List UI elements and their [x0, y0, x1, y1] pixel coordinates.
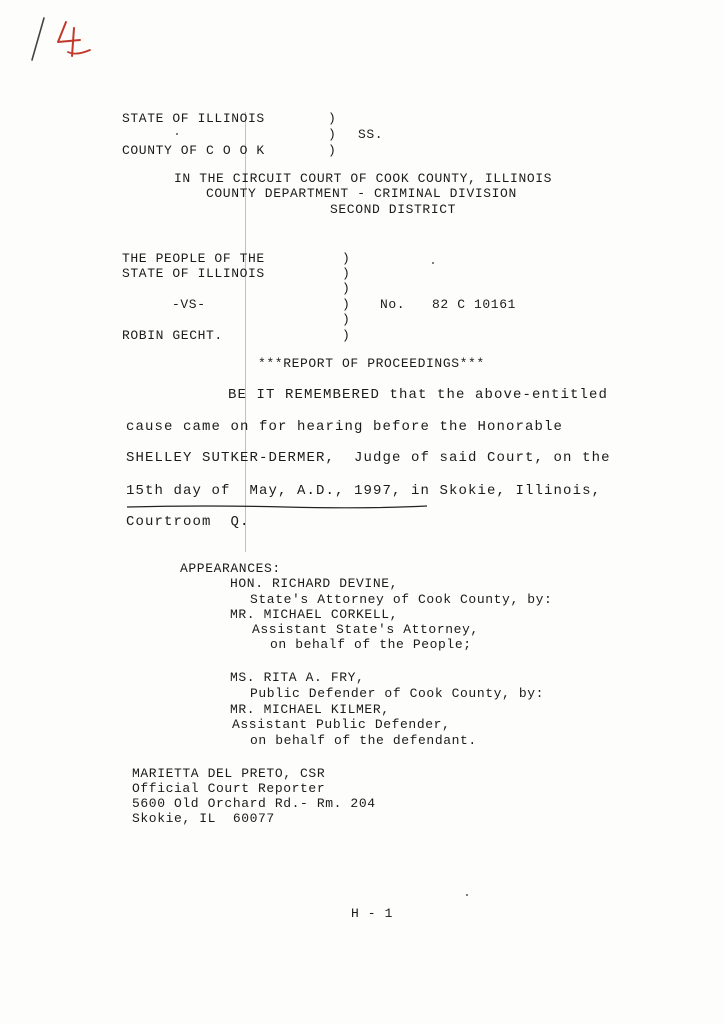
case-number-label: No.	[380, 297, 406, 312]
appearance-line: on behalf of the People;	[270, 637, 472, 652]
case-number: 82 C 10161	[432, 297, 517, 312]
photocopy-speck	[466, 894, 468, 896]
caption-ss: SS.	[358, 127, 384, 142]
handwritten-underline	[125, 503, 430, 511]
court-line-2: COUNTY DEPARTMENT - CRIMINAL DIVISION	[206, 186, 517, 201]
appearance-line: Assistant Public Defender,	[232, 717, 451, 732]
appearance-line: State's Attorney of Cook County, by:	[250, 592, 553, 607]
appearance-line: Assistant State's Attorney,	[252, 622, 479, 637]
appearance-line: HON. RICHARD DEVINE,	[230, 576, 399, 591]
page-number: H - 1	[351, 906, 394, 921]
case-paren: )	[342, 297, 350, 312]
appearance-line: MR. MICHAEL CORKELL,	[230, 607, 399, 622]
photocopy-speck	[176, 133, 178, 135]
appearance-line: Public Defender of Cook County, by:	[250, 686, 545, 701]
caption-paren: )	[328, 143, 336, 158]
reporter-city: Skokie, IL 60077	[132, 811, 275, 826]
appearance-line: on behalf of the defendant.	[250, 733, 477, 748]
case-paren: )	[342, 266, 350, 281]
body-line-2: cause came on for hearing before the Honorable	[126, 419, 564, 435]
case-paren: )	[342, 312, 350, 327]
caption-paren: )	[328, 111, 336, 126]
versus-label: -VS-	[172, 297, 206, 312]
handwritten-page-mark	[10, 12, 100, 64]
reporter-title: Official Court Reporter	[132, 781, 326, 796]
photocopy-speck	[432, 262, 434, 264]
appearance-line: MR. MICHAEL KILMER,	[230, 702, 390, 717]
appearance-line: MS. RITA A. FRY,	[230, 670, 365, 685]
party-people-line-1: THE PEOPLE OF THE	[122, 251, 265, 266]
body-line-1: BE IT REMEMBERED that the above-entitled	[228, 387, 609, 403]
reporter-name: MARIETTA DEL PRETO, CSR	[132, 766, 326, 781]
body-line-4: 15th day of May, A.D., 1997, in Skokie, Illinois,	[126, 483, 602, 499]
party-people-line-2: STATE OF ILLINOIS	[122, 266, 265, 281]
court-line-1: IN THE CIRCUIT COURT OF COOK COUNTY, ILLINOIS	[174, 171, 553, 186]
caption-state: STATE OF ILLINOIS	[122, 111, 265, 126]
caption-county: COUNTY OF C O O K	[122, 143, 265, 158]
case-paren: )	[342, 251, 350, 266]
case-paren: )	[342, 328, 350, 343]
appearances-heading: APPEARANCES:	[180, 561, 281, 576]
case-paren: )	[342, 281, 350, 296]
reporter-address: 5600 Old Orchard Rd.- Rm. 204	[132, 796, 376, 811]
body-line-3: SHELLEY SUTKER-DERMER, Judge of said Court, on the	[126, 450, 611, 466]
court-line-3: SECOND DISTRICT	[330, 202, 457, 217]
report-title: ***REPORT OF PROCEEDINGS***	[258, 356, 485, 371]
caption-paren: )	[328, 127, 336, 142]
body-line-5: Courtroom Q.	[126, 514, 250, 530]
party-defendant: ROBIN GECHT.	[122, 328, 223, 343]
